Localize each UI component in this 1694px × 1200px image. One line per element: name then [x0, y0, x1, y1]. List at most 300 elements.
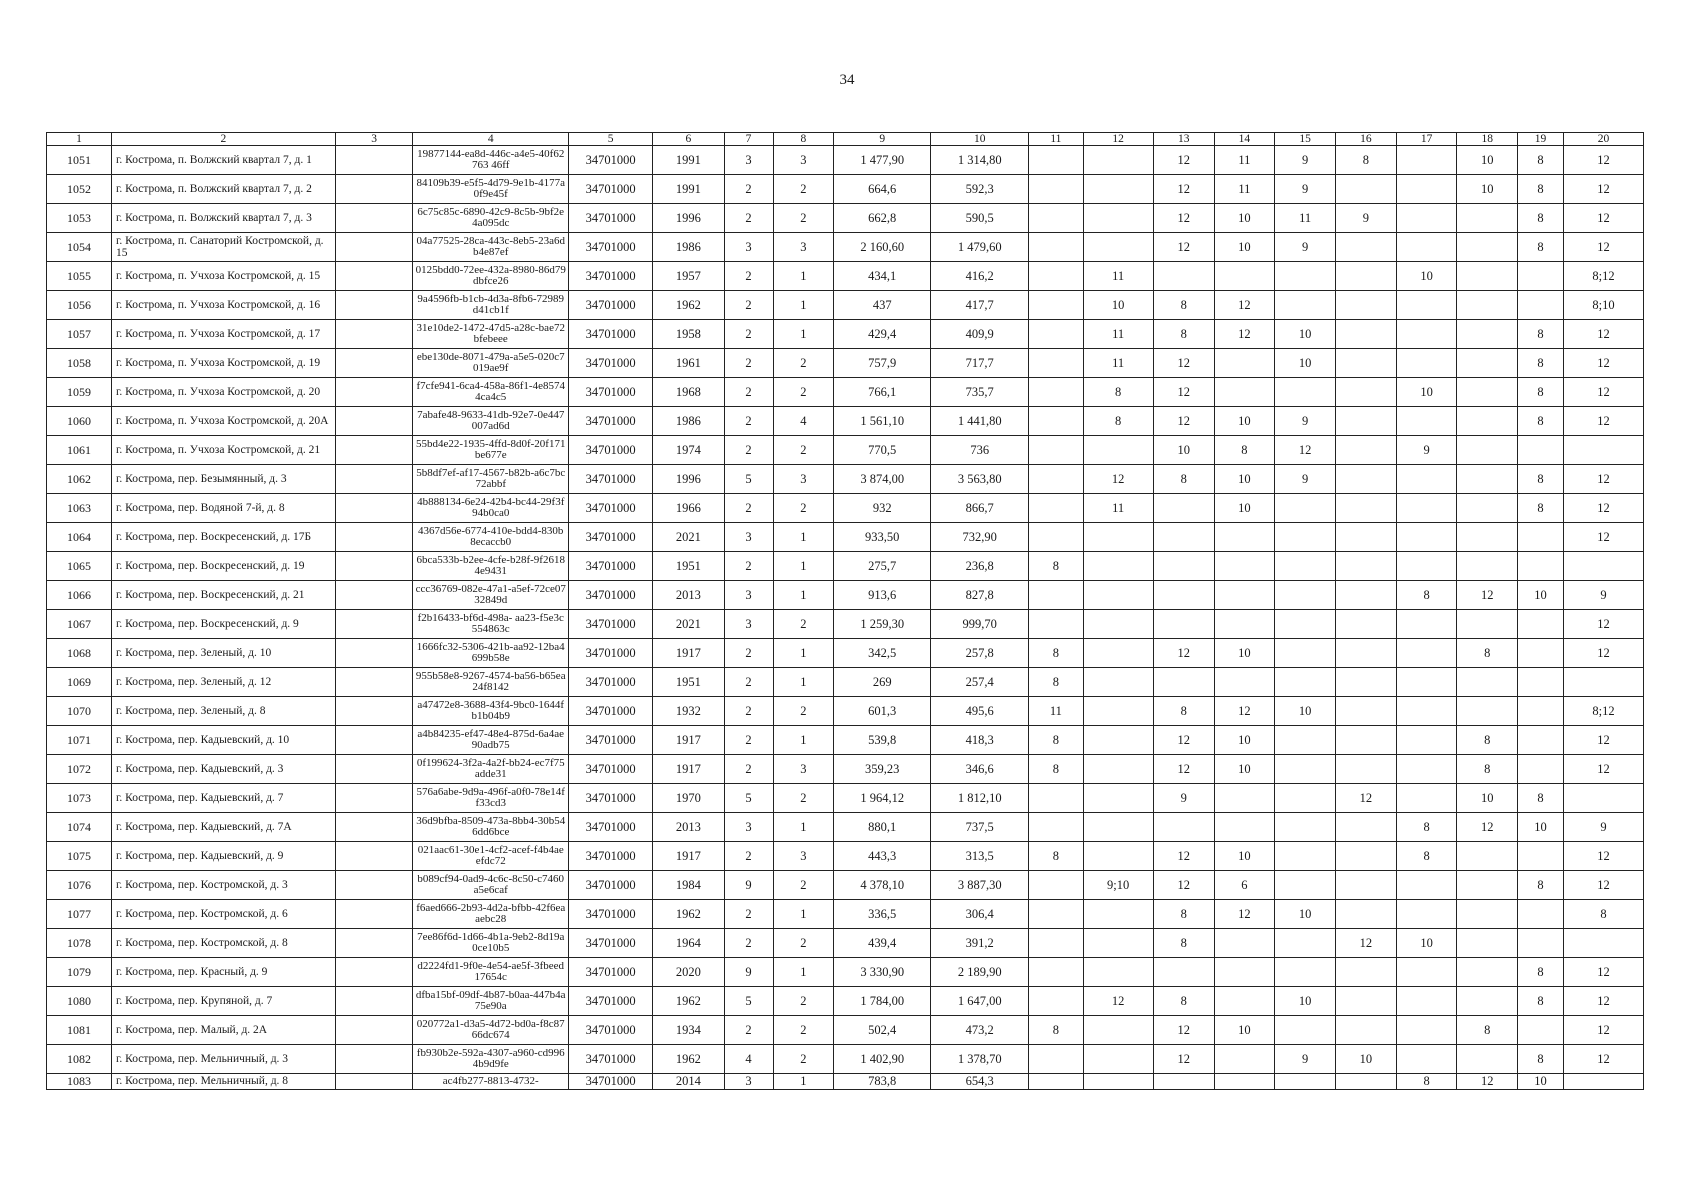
table-cell: 10 [1275, 987, 1336, 1016]
table-cell: 236,8 [931, 552, 1029, 581]
table-cell [335, 726, 413, 755]
table-cell: 8 [1518, 175, 1564, 204]
table-cell: 8 [1083, 407, 1153, 436]
table-cell: 12 [1275, 436, 1336, 465]
table-cell: 34701000 [569, 233, 653, 262]
table-cell: 8 [1518, 407, 1564, 436]
table-cell: 34701000 [569, 523, 653, 552]
column-header: 3 [335, 133, 413, 146]
table-cell: 1 [773, 291, 834, 320]
table-cell [1029, 987, 1083, 1016]
row-number-cell: 1080 [47, 987, 112, 1016]
table-cell [1335, 436, 1396, 465]
table-cell [1335, 755, 1396, 784]
table-cell [1396, 755, 1457, 784]
table-cell: 8 [1396, 581, 1457, 610]
guid-cell: 4b888134-6e24-42b4-bc44-29f3f94b0ca0 [413, 494, 569, 523]
table-cell [1214, 349, 1275, 378]
table-cell: 12 [1563, 175, 1643, 204]
table-cell: 275,7 [834, 552, 931, 581]
table-cell [1518, 291, 1564, 320]
row-number-cell: 1057 [47, 320, 112, 349]
table-cell: 1 477,90 [834, 146, 931, 175]
table-cell: 2 [724, 755, 773, 784]
table-cell: 12 [1153, 1045, 1214, 1074]
guid-cell: 36d9bfba-8509-473a-8bb4-30b546dd6bce [413, 813, 569, 842]
table-cell: 1932 [653, 697, 724, 726]
table-cell: 8 [1153, 291, 1214, 320]
row-number-cell: 1079 [47, 958, 112, 987]
table-cell [1457, 958, 1518, 987]
address-cell: г. Кострома, пер. Воскресенский, д. 17Б [111, 523, 335, 552]
table-cell: 34701000 [569, 378, 653, 407]
address-cell: г. Кострома, п. Волжский квартал 7, д. 3 [111, 204, 335, 233]
table-cell: 9 [724, 871, 773, 900]
table-cell: 10 [1396, 378, 1457, 407]
table-cell [1029, 958, 1083, 987]
table-cell [1396, 494, 1457, 523]
table-cell: 34701000 [569, 639, 653, 668]
table-cell: 8 [1518, 958, 1564, 987]
table-row [47, 871, 1644, 900]
guid-cell: 7abafe48-9633-41db-92e7-0e447007ad6d [413, 407, 569, 436]
table-cell [1457, 407, 1518, 436]
row-number-cell: 1065 [47, 552, 112, 581]
table-cell [1275, 262, 1336, 291]
table-cell [335, 436, 413, 465]
table-cell: 757,9 [834, 349, 931, 378]
address-cell: г. Кострома, п. Учхоза Костромской, д. 20А [111, 407, 335, 436]
table-cell: 1962 [653, 1045, 724, 1074]
table-cell: 10 [1214, 755, 1275, 784]
table-cell: 12 [1083, 987, 1153, 1016]
table-cell: 2 [724, 262, 773, 291]
table-cell: 1991 [653, 146, 724, 175]
table-cell: 34701000 [569, 929, 653, 958]
guid-cell: 0125bdd0-72ee-432a-8980-86d79dbfce26 [413, 262, 569, 291]
table-cell [1214, 958, 1275, 987]
table-cell [1457, 262, 1518, 291]
table-cell [1518, 668, 1564, 697]
guid-cell: d2224fd1-9f0e-4e54-ae5f-3fbeed17654c [413, 958, 569, 987]
table-cell: 12 [1563, 349, 1643, 378]
table-cell [1083, 697, 1153, 726]
table-cell [1029, 784, 1083, 813]
table-cell [1275, 494, 1336, 523]
table-row [47, 204, 1644, 233]
table-cell: 1 [773, 552, 834, 581]
table-cell: 10 [1518, 1074, 1564, 1090]
table-cell: 12 [1563, 407, 1643, 436]
table-cell: 737,5 [931, 813, 1029, 842]
table-cell: 4 378,10 [834, 871, 931, 900]
table-cell [1563, 929, 1643, 958]
table-cell [1083, 204, 1153, 233]
table-cell [1029, 262, 1083, 291]
column-header: 20 [1563, 133, 1643, 146]
table-cell: 1 378,70 [931, 1045, 1029, 1074]
table-cell: 8 [1029, 552, 1083, 581]
table-cell [1214, 668, 1275, 697]
table-cell: 3 [773, 146, 834, 175]
table-cell: 2 [724, 175, 773, 204]
table-cell: 34701000 [569, 291, 653, 320]
table-cell [335, 900, 413, 929]
table-cell: 880,1 [834, 813, 931, 842]
guid-cell: 6bca533b-b2ee-4cfe-b28f-9f26184e9431 [413, 552, 569, 581]
table-cell: 10 [1457, 146, 1518, 175]
table-cell [335, 407, 413, 436]
table-row [47, 610, 1644, 639]
table-cell: 9 [1275, 146, 1336, 175]
table-cell [1153, 958, 1214, 987]
address-cell: г. Кострома, пер. Кадыевский, д. 9 [111, 842, 335, 871]
table-cell [1518, 610, 1564, 639]
table-cell [335, 1016, 413, 1045]
guid-cell: 955b58e8-9267-4574-ba56-b65ea24f8142 [413, 668, 569, 697]
guid-cell: dfba15bf-09df-4b87-b0aa-447b4a75e90a [413, 987, 569, 1016]
table-cell: 1 [773, 639, 834, 668]
row-number-cell: 1082 [47, 1045, 112, 1074]
address-cell: г. Кострома, п. Учхоза Костромской, д. 17 [111, 320, 335, 349]
table-cell [1083, 436, 1153, 465]
table-cell: 12 [1335, 929, 1396, 958]
table-cell [1396, 697, 1457, 726]
table-cell [1335, 494, 1396, 523]
table-cell: 1 479,60 [931, 233, 1029, 262]
table-cell [1457, 523, 1518, 552]
table-cell: 8 [1457, 726, 1518, 755]
table-cell: 2 [724, 378, 773, 407]
table-cell: 12 [1563, 755, 1643, 784]
table-cell [1457, 900, 1518, 929]
table-cell [335, 842, 413, 871]
table-cell: 783,8 [834, 1074, 931, 1090]
table-cell: 9 [1275, 1045, 1336, 1074]
address-cell: г. Кострома, пер. Мельничный, д. 3 [111, 1045, 335, 1074]
table-cell: 269 [834, 668, 931, 697]
table-cell [1457, 204, 1518, 233]
table-cell: 34701000 [569, 175, 653, 204]
table-cell [335, 610, 413, 639]
table-cell: 3 [724, 610, 773, 639]
table-cell: 473,2 [931, 1016, 1029, 1045]
table-cell: 8;12 [1563, 262, 1643, 291]
table-cell [1335, 842, 1396, 871]
guid-cell: ac4fb277-8813-4732- [413, 1074, 569, 1090]
table-cell: 3 330,90 [834, 958, 931, 987]
table-cell: 3 563,80 [931, 465, 1029, 494]
table-cell [1214, 813, 1275, 842]
address-cell: г. Кострома, пер. Костромской, д. 6 [111, 900, 335, 929]
table-cell: 999,70 [931, 610, 1029, 639]
table-cell: 1 812,10 [931, 784, 1029, 813]
table-cell [1083, 639, 1153, 668]
table-cell [1083, 900, 1153, 929]
table-cell [1457, 494, 1518, 523]
table-cell [1083, 1045, 1153, 1074]
table-cell [1275, 726, 1336, 755]
table-cell: 5 [724, 465, 773, 494]
table-cell [1335, 610, 1396, 639]
table-cell [1275, 755, 1336, 784]
table-cell: 2 [724, 349, 773, 378]
table-cell: 10 [1275, 697, 1336, 726]
address-cell: г. Кострома, п. Учхоза Костромской, д. 20 [111, 378, 335, 407]
table-cell: 8 [1518, 465, 1564, 494]
table-cell: 306,4 [931, 900, 1029, 929]
column-header: 2 [111, 133, 335, 146]
table-cell: 8 [1153, 320, 1214, 349]
table-cell [1335, 813, 1396, 842]
table-cell: 8 [1518, 494, 1564, 523]
address-cell: г. Кострома, пер. Мельничный, д. 8 [111, 1074, 335, 1090]
table-cell [1214, 581, 1275, 610]
table-cell [1029, 436, 1083, 465]
table-cell: 1970 [653, 784, 724, 813]
table-cell: 9 [1563, 581, 1643, 610]
table-cell [1214, 610, 1275, 639]
table-cell: 1957 [653, 262, 724, 291]
table-cell [1457, 465, 1518, 494]
table-cell [1518, 436, 1564, 465]
table-cell [1153, 523, 1214, 552]
guid-cell: 84109b39-e5f5-4d79-9e1b-4177a0f9e45f [413, 175, 569, 204]
address-cell: г. Кострома, пер. Безымянный, д. 3 [111, 465, 335, 494]
table-cell: 8 [1214, 436, 1275, 465]
table-cell: 12 [1563, 1016, 1643, 1045]
table-cell: 11 [1083, 262, 1153, 291]
table-cell [1518, 755, 1564, 784]
table-cell [1275, 958, 1336, 987]
address-cell: г. Кострома, п. Учхоза Костромской, д. 15 [111, 262, 335, 291]
table-cell [1518, 929, 1564, 958]
table-cell: 34701000 [569, 958, 653, 987]
table-cell [1457, 1045, 1518, 1074]
table-cell: 34701000 [569, 842, 653, 871]
table-cell: 2 [724, 900, 773, 929]
table-cell [1335, 523, 1396, 552]
address-cell: г. Кострома, п. Учхоза Костромской, д. 21 [111, 436, 335, 465]
row-number-cell: 1076 [47, 871, 112, 900]
table-cell: 34701000 [569, 1016, 653, 1045]
table-cell: 1 [773, 262, 834, 291]
table-cell: 8 [1029, 755, 1083, 784]
table-cell [1335, 900, 1396, 929]
table-cell: 9;10 [1083, 871, 1153, 900]
address-cell: г. Кострома, п. Санаторий Костромской, д. 15 [111, 233, 335, 262]
table-cell [1335, 697, 1396, 726]
table-cell: 12 [1457, 813, 1518, 842]
table-row [47, 465, 1644, 494]
row-number-cell: 1064 [47, 523, 112, 552]
table-cell: 913,6 [834, 581, 931, 610]
table-cell: 8 [1518, 987, 1564, 1016]
table-cell [1396, 146, 1457, 175]
table-cell [1335, 175, 1396, 204]
table-cell [1396, 639, 1457, 668]
table-cell [1396, 958, 1457, 987]
table-cell: 2013 [653, 581, 724, 610]
table-cell [1083, 1074, 1153, 1090]
table-cell: 2 [724, 320, 773, 349]
table-cell [1029, 378, 1083, 407]
table-cell: 34701000 [569, 320, 653, 349]
column-header: 6 [653, 133, 724, 146]
table-cell: 1917 [653, 755, 724, 784]
table-cell: 9 [1153, 784, 1214, 813]
table-cell: 8 [1518, 871, 1564, 900]
guid-cell: ccc36769-082e-47a1-a5ef-72ce0732849d [413, 581, 569, 610]
table-cell [1029, 523, 1083, 552]
address-cell: г. Кострома, пер. Воскресенский, д. 9 [111, 610, 335, 639]
table-cell [1396, 175, 1457, 204]
table-cell [1083, 755, 1153, 784]
table-cell: 2021 [653, 610, 724, 639]
table-cell [1335, 320, 1396, 349]
table-cell: 736 [931, 436, 1029, 465]
table-cell: 8 [1153, 465, 1214, 494]
table-cell [335, 668, 413, 697]
table-cell: 8 [1518, 378, 1564, 407]
table-cell: 592,3 [931, 175, 1029, 204]
row-number-cell: 1078 [47, 929, 112, 958]
column-header: 18 [1457, 133, 1518, 146]
table-cell: 1958 [653, 320, 724, 349]
table-cell: 417,7 [931, 291, 1029, 320]
table-cell [1457, 987, 1518, 1016]
table-cell [1563, 668, 1643, 697]
column-header: 8 [773, 133, 834, 146]
table-cell: 6 [1214, 871, 1275, 900]
column-header: 12 [1083, 133, 1153, 146]
table-cell: 12 [1083, 465, 1153, 494]
address-cell: г. Кострома, пер. Кадыевский, д. 7А [111, 813, 335, 842]
table-cell: 34701000 [569, 262, 653, 291]
table-cell [1153, 552, 1214, 581]
table-cell [1083, 581, 1153, 610]
table-row [47, 378, 1644, 407]
table-cell [1029, 900, 1083, 929]
table-cell: 257,8 [931, 639, 1029, 668]
table-cell [1214, 378, 1275, 407]
table-cell: 11 [1275, 204, 1336, 233]
table-row [47, 639, 1644, 668]
table-cell: 10 [1275, 900, 1336, 929]
row-number-cell: 1051 [47, 146, 112, 175]
table-row [47, 320, 1644, 349]
table-cell: 1951 [653, 552, 724, 581]
table-cell [1029, 1045, 1083, 1074]
address-cell: г. Кострома, пер. Зеленый, д. 10 [111, 639, 335, 668]
table-cell [1214, 1074, 1275, 1090]
table-cell: 12 [1563, 726, 1643, 755]
table-cell: 12 [1563, 842, 1643, 871]
row-number-cell: 1077 [47, 900, 112, 929]
table-cell [1029, 291, 1083, 320]
table-cell: 8 [1396, 842, 1457, 871]
table-cell [335, 581, 413, 610]
table-cell [1335, 378, 1396, 407]
table-cell [1518, 697, 1564, 726]
guid-cell: f7cfe941-6ca4-458a-86f1-4e85744ca4c5 [413, 378, 569, 407]
table-cell [1396, 987, 1457, 1016]
table-cell [1029, 871, 1083, 900]
table-row [47, 813, 1644, 842]
address-cell: г. Кострома, п. Учхоза Костромской, д. 16 [111, 291, 335, 320]
table-cell: 2 [773, 1016, 834, 1045]
table-cell [1153, 1074, 1214, 1090]
table-cell [335, 233, 413, 262]
table-cell: 4 [724, 1045, 773, 1074]
table-cell: 8 [1335, 146, 1396, 175]
table-cell: 1996 [653, 465, 724, 494]
table-cell: 2 [724, 697, 773, 726]
table-cell: 654,3 [931, 1074, 1029, 1090]
table-cell: 10 [1518, 813, 1564, 842]
table-cell: 2020 [653, 958, 724, 987]
table-cell [1029, 407, 1083, 436]
address-cell: г. Кострома, пер. Водяной 7-й, д. 8 [111, 494, 335, 523]
table-cell: 34701000 [569, 813, 653, 842]
table-cell: 12 [1563, 639, 1643, 668]
table-row [47, 407, 1644, 436]
table-cell: 34701000 [569, 146, 653, 175]
table-cell: 11 [1083, 494, 1153, 523]
row-number-cell: 1060 [47, 407, 112, 436]
table-cell [1083, 784, 1153, 813]
table-cell: 12 [1563, 204, 1643, 233]
table-cell [335, 755, 413, 784]
table-row [47, 755, 1644, 784]
table-cell: 10 [1153, 436, 1214, 465]
table-cell [1083, 233, 1153, 262]
table-cell: 1 314,80 [931, 146, 1029, 175]
guid-cell: 0f199624-3f2a-4a2f-bb24-ec7f75adde31 [413, 755, 569, 784]
table-cell: 1934 [653, 1016, 724, 1045]
table-cell: 2 [724, 494, 773, 523]
table-cell [335, 204, 413, 233]
table-cell [1396, 465, 1457, 494]
table-cell [335, 1045, 413, 1074]
column-header: 14 [1214, 133, 1275, 146]
housing-registry-table [46, 132, 1644, 1090]
table-cell [1335, 871, 1396, 900]
table-cell: 3 [773, 465, 834, 494]
table-cell: 8 [1029, 842, 1083, 871]
address-cell: г. Кострома, п. Учхоза Костромской, д. 19 [111, 349, 335, 378]
table-cell: 11 [1083, 320, 1153, 349]
table-cell: 2014 [653, 1074, 724, 1090]
table-cell: 10 [1396, 929, 1457, 958]
guid-cell: 55bd4e22-1935-4ffd-8d0f-20f171be677e [413, 436, 569, 465]
address-cell: г. Кострома, пер. Зеленый, д. 12 [111, 668, 335, 697]
table-cell: 662,8 [834, 204, 931, 233]
table-cell: 1 [773, 581, 834, 610]
table-cell [335, 1074, 413, 1090]
table-cell: 3 887,30 [931, 871, 1029, 900]
guid-cell: 31e10de2-1472-47d5-a28c-bae72bfebeee [413, 320, 569, 349]
table-cell [1275, 813, 1336, 842]
table-cell: 34701000 [569, 1074, 653, 1090]
table-cell: 1 402,90 [834, 1045, 931, 1074]
table-cell: 8 [1563, 900, 1643, 929]
table-cell: 409,9 [931, 320, 1029, 349]
table-cell: 10 [1214, 407, 1275, 436]
table-cell: 8 [1153, 987, 1214, 1016]
address-cell: г. Кострома, пер. Костромской, д. 8 [111, 929, 335, 958]
table-cell [1275, 784, 1336, 813]
